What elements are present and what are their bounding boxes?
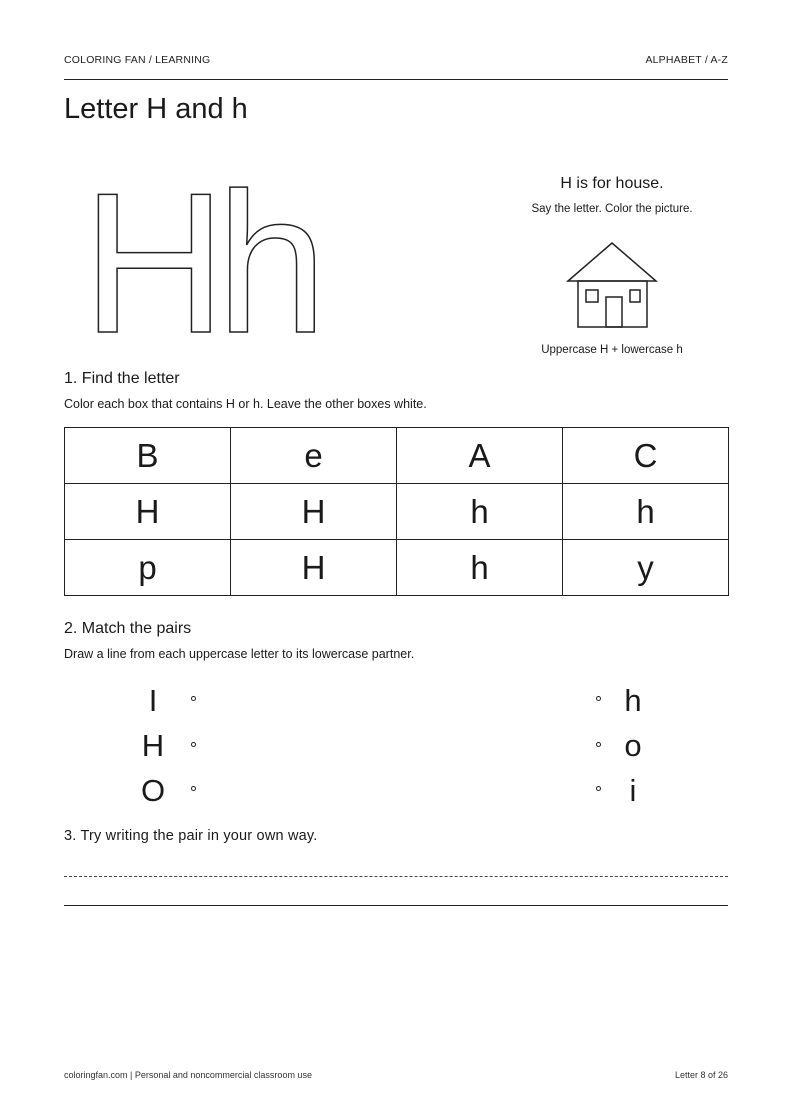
grid-cell[interactable]: A bbox=[397, 428, 563, 484]
writing-guide-dashed bbox=[64, 876, 728, 877]
match-lowercase: i bbox=[629, 773, 637, 808]
outline-letters bbox=[80, 172, 340, 342]
grid-cell[interactable]: H bbox=[65, 484, 231, 540]
grid-row bbox=[65, 540, 729, 596]
match-uppercase: H bbox=[141, 728, 165, 763]
picture-title: H is for house. bbox=[560, 175, 664, 192]
grid-cell[interactable]: y bbox=[563, 540, 729, 596]
letter-grid bbox=[64, 427, 729, 596]
section-write-title: 3. Try writing the pair in your own way. bbox=[64, 828, 318, 844]
grid-cell[interactable]: h bbox=[397, 540, 563, 596]
grid-cell[interactable]: H bbox=[231, 540, 397, 596]
page-title: Letter H and h bbox=[64, 93, 248, 125]
match-uppercase: O bbox=[140, 773, 166, 808]
footer-page-number: Letter 8 of 26 bbox=[674, 1070, 728, 1080]
grid-cell[interactable]: C bbox=[563, 428, 729, 484]
grid-row bbox=[65, 484, 729, 540]
match-dot-right[interactable] bbox=[596, 696, 601, 701]
match-lowercase: o bbox=[624, 728, 642, 763]
grid-cell[interactable]: e bbox=[231, 428, 397, 484]
grid-row bbox=[65, 428, 729, 484]
picture-instruction: Say the letter. Color the picture. bbox=[531, 203, 693, 215]
header-category: ALPHABET / A-Z bbox=[645, 54, 728, 66]
match-dot-left[interactable] bbox=[191, 742, 196, 747]
header-brand: COLORING FAN / LEARNING bbox=[64, 54, 211, 66]
section-match-instruction: Draw a line from each uppercase letter to its lowercase partner. bbox=[64, 647, 415, 661]
match-dot-right[interactable] bbox=[596, 742, 601, 747]
footer-credit: coloringfan.com | Personal and noncommercial classroom use bbox=[64, 1070, 312, 1080]
outline-uppercase: H bbox=[82, 172, 227, 342]
match-dot-left[interactable] bbox=[191, 696, 196, 701]
section-find-instruction: Color each box that contains H or h. Leave the other boxes white. bbox=[64, 397, 427, 411]
section-match-title: 2. Match the pairs bbox=[64, 620, 192, 637]
grid-cell[interactable]: h bbox=[563, 484, 729, 540]
match-lowercase: h bbox=[624, 683, 642, 718]
house-icon bbox=[562, 240, 662, 332]
grid-cell[interactable]: h bbox=[397, 484, 563, 540]
outline-lowercase: h bbox=[216, 172, 328, 342]
match-dot-left[interactable] bbox=[191, 786, 196, 791]
picture-caption: Uppercase H + lowercase h bbox=[541, 344, 683, 356]
match-uppercase: I bbox=[148, 683, 158, 718]
match-dot-right[interactable] bbox=[596, 786, 601, 791]
grid-cell[interactable]: B bbox=[65, 428, 231, 484]
writing-baseline bbox=[64, 905, 728, 906]
header-divider bbox=[64, 79, 728, 80]
grid-cell[interactable]: p bbox=[65, 540, 231, 596]
grid-cell[interactable]: H bbox=[231, 484, 397, 540]
section-find-title: 1. Find the letter bbox=[64, 370, 180, 387]
